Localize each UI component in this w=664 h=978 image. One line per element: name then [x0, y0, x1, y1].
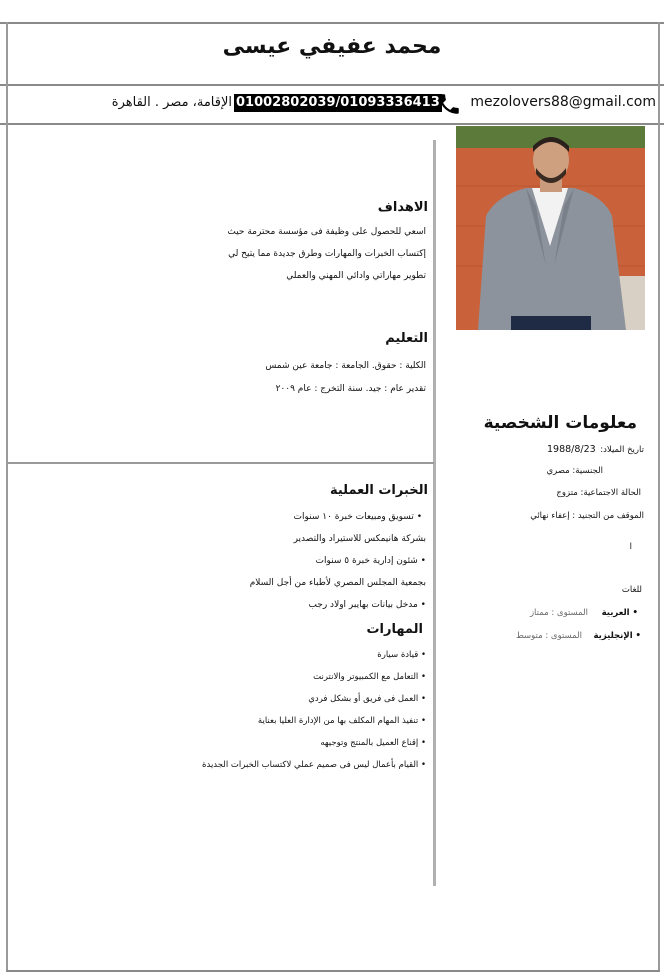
top-frame-line: [0, 22, 664, 24]
education-title: التعليم: [385, 331, 428, 346]
birth-date-value: 1988/8/23: [547, 444, 596, 455]
objectives-line: تطوير مهاراتي وادائي المهني والعملي: [286, 271, 426, 281]
skill-item: • تنفيذ المهام المكلف بها من الإدارة العليا بعناية: [257, 716, 426, 726]
title-separator: [0, 84, 664, 86]
email-address[interactable]: mezolovers88@gmail.com: [470, 94, 656, 110]
objectives-line: إكتساب الخبرات والمهارات وطرق جديدة مما يتيح لي: [228, 249, 426, 259]
bottom-frame-line: [6, 970, 660, 972]
language-name: • العربية: [601, 608, 638, 618]
skill-item: • العمل فى فريق أو بشكل فردي: [308, 694, 426, 704]
education-line: تقدير عام : جيد. سنة التخرج : عام ٢٠٠٩: [275, 384, 426, 394]
language-name: • الإنجليزية: [593, 631, 641, 641]
contact-line: [111, 94, 440, 112]
profile-photo: [456, 126, 645, 330]
experience-line: • شئون إدارية خبرة ٥ سنوات: [315, 556, 426, 566]
skill-item: • القيام بأعمال ليس فى صميم عملي لاكتساب الخبرات الجديدة: [202, 760, 426, 770]
skill-item: • إقناع العميل بالمنتج وتوجيهه: [320, 738, 426, 748]
contact-separator: [0, 123, 664, 125]
experience-title: الخبرات العملية: [329, 483, 428, 498]
right-frame-line: [658, 22, 660, 972]
experience-line: بشركة هانيمكس للاستيراد والتصدير: [293, 534, 426, 544]
language-level: المستوى : ممتاز: [529, 608, 588, 618]
section-divider: [8, 462, 434, 464]
languages-title: للغات: [621, 585, 642, 595]
column-divider: [433, 140, 436, 886]
military-status: الموقف من التجنيد : إعفاء نهائي: [530, 511, 644, 521]
skills-title: المهارات: [366, 622, 423, 637]
phone-numbers[interactable]: 01002802039/01093336413: [236, 95, 440, 110]
nationality: الجنسية: مصري: [546, 466, 603, 476]
education-line: الكلية : حقوق. الجامعة : جامعة عين شمس: [265, 361, 426, 371]
skill-item: • التعامل مع الكمبيوتر والانترنت: [313, 672, 426, 682]
marital-status: الحالة الاجتماعية: متزوج: [556, 488, 641, 498]
birth-date-label: تاريخ الميلاد:: [600, 445, 644, 455]
language-level: المستوى : متوسط: [515, 631, 582, 641]
person-name: محمد عفيفي عيسى: [222, 34, 442, 59]
personal-info-title: معلومات الشخصية: [483, 413, 637, 433]
experience-line: • تسويق ومبيعات خبرة ١٠ سنوات: [293, 512, 422, 522]
experience-line: • مدخل بيانات بهايبر اولاد رجب: [308, 600, 426, 610]
objectives-line: اسعي للحصول على وظيفة فى مؤسسة محترمة حيث: [227, 227, 426, 237]
stray-mark: ا: [629, 542, 632, 552]
experience-line: بجمعية المجلس المصري لأطباء من أجل السلام: [249, 578, 426, 588]
skill-item: • قيادة سيارة: [377, 650, 426, 660]
left-frame-line: [6, 22, 8, 972]
objectives-title: الاهداف: [377, 200, 428, 215]
address: الإقامة، مصر . القاهرة: [111, 95, 232, 110]
